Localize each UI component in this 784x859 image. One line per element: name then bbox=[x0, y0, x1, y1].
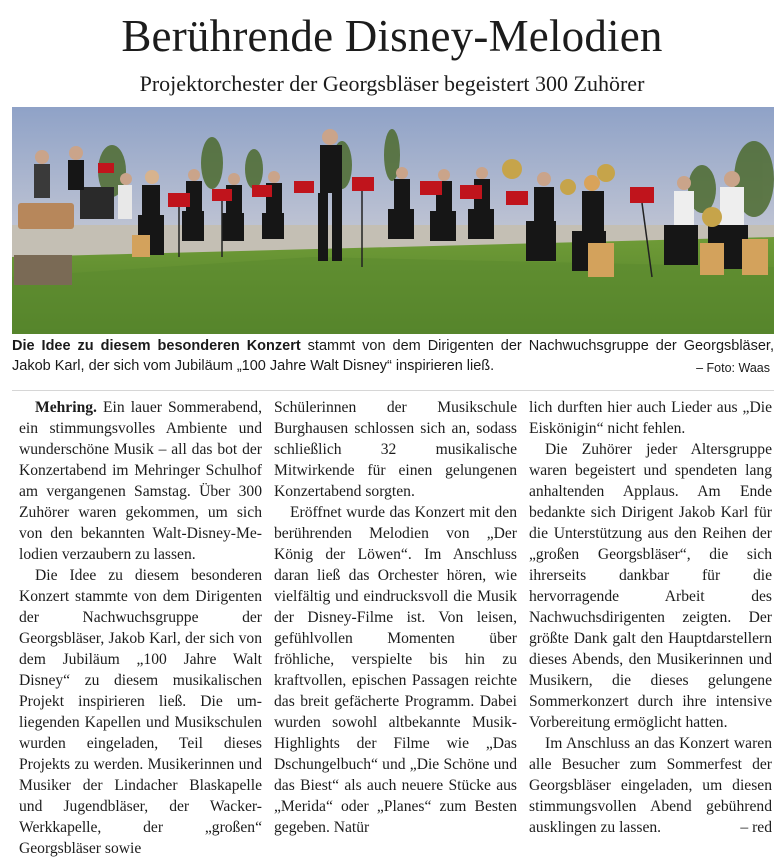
author-signature: – red bbox=[740, 819, 772, 836]
paragraph-text: Ein lauer Sommerabend, ein stimmungsvolles Ambiente und wunderschöne Musik – all das bot der Konzertabend im Mehringer Schulhof am vergangenen Samstag. Über 300 Zuhörer waren gekommen, um sich von den bekannten Walt-Disney-Melodien verzaubern zu lassen. bbox=[19, 399, 262, 563]
headline: Berührende Disney-Melodien bbox=[121, 11, 663, 61]
bench bbox=[14, 255, 72, 285]
article-column-3 bbox=[529, 397, 772, 838]
article-column-1 bbox=[19, 397, 262, 859]
orchestra-photo bbox=[12, 107, 774, 334]
photo-caption bbox=[12, 336, 774, 386]
paragraph: Eröffnet wurde das Konzert mit den berührenden Melodien von „Der König der Löwen“. Im Anschluss daran ließ das Orchester hören, wie vielfältig und eindrucksvoll die Musik der Disney-Filme ist. Von leisen, gefühlvollen Momenten über fröhliche, verspielte bis hin zu kraftvollen, epischen Passagen reichte das breit gefächerte Programm. Dabei wurden sowohl altbekannte Musik-Highlights der Filme wie „Das Dschungelbuch“ und „Die Schöne und das Biest“ als auch neuere Stücke aus „Merida“ oder „Planes“ zum Besten gegeben. Natür bbox=[274, 504, 517, 836]
paragraph bbox=[19, 397, 262, 565]
article-column-2 bbox=[274, 397, 517, 838]
orchestra-photo-illustration bbox=[12, 107, 774, 334]
paragraph bbox=[529, 733, 772, 838]
paragraph: Die Idee zu diesem besonderen Konzert stammte von dem Dirigenten der Nachwuchsgruppe der Georgsbläser, Jakob Karl, der sich von dem Jubiläum „100 Jahre Walt Disney“ zu diesem musikalischen Projekt inspirieren ließ. Die umliegenden Kapellen und Musikschulen wurden eingeladen, Teil dieses Projekts zu werden. Musikerinnen und Musiker der Lindacher Blaskapelle und Jugendbläser, der Wacker-Werkkapelle, der „großen“ Georgsbläser sowie bbox=[19, 567, 262, 857]
paragraph-text: Im Anschluss an das Konzert waren alle Besucher zum Sommerfest der Georgsbläser eingeladen, um diesen stimmungsvollen Abend gebührend ausklingen zu lassen. bbox=[529, 735, 772, 836]
divider bbox=[12, 390, 774, 391]
paragraph: lich durften hier auch Lieder aus „Die Eiskönigin“ nicht fehlen. bbox=[529, 399, 772, 437]
caption-text: stammt von dem Dirigenten der Nachwuchsgruppe der Georgsbläser, Jakob Karl, der sich vom Jubiläum „100 Jahre Walt Disney“ inspirieren ließ. bbox=[12, 338, 774, 374]
subheadline: Projektorchester der Georgsbläser begeistert 300 Zuhörer bbox=[139, 71, 645, 96]
paragraph: Die Zuhörer jeder Altersgruppe waren begeistert und spendeten lang anhaltenden Applaus. Am Ende bedankte sich Dirigent Jakob Karl für die Unterstützung aus den Reihen der „großen Georgsbläser“, die sich ihrerseits dankbar für die hervorragende Arbeit des Nachwuchsdirigenten zeigten. Der größte Dank galt den Hauptdarstellern dieses Abends, den Musikerinnen und Musikern, die dieses gelungene Sommerkonzert durch ihre intensive Vorbereitung ermöglicht hatten. bbox=[529, 441, 772, 731]
dateline: Mehring. bbox=[35, 399, 97, 416]
caption-lead: Die Idee zu diesem besonderen Konzert bbox=[12, 338, 301, 354]
photo-credit: – Foto: Waas bbox=[696, 361, 770, 375]
paragraph: Schülerinnen der Musikschule Burghausen schlossen sich an, sodass schließlich 32 musikalische Mitwirkende für einen gelungenen Konzertabend sorgten. bbox=[274, 399, 517, 500]
